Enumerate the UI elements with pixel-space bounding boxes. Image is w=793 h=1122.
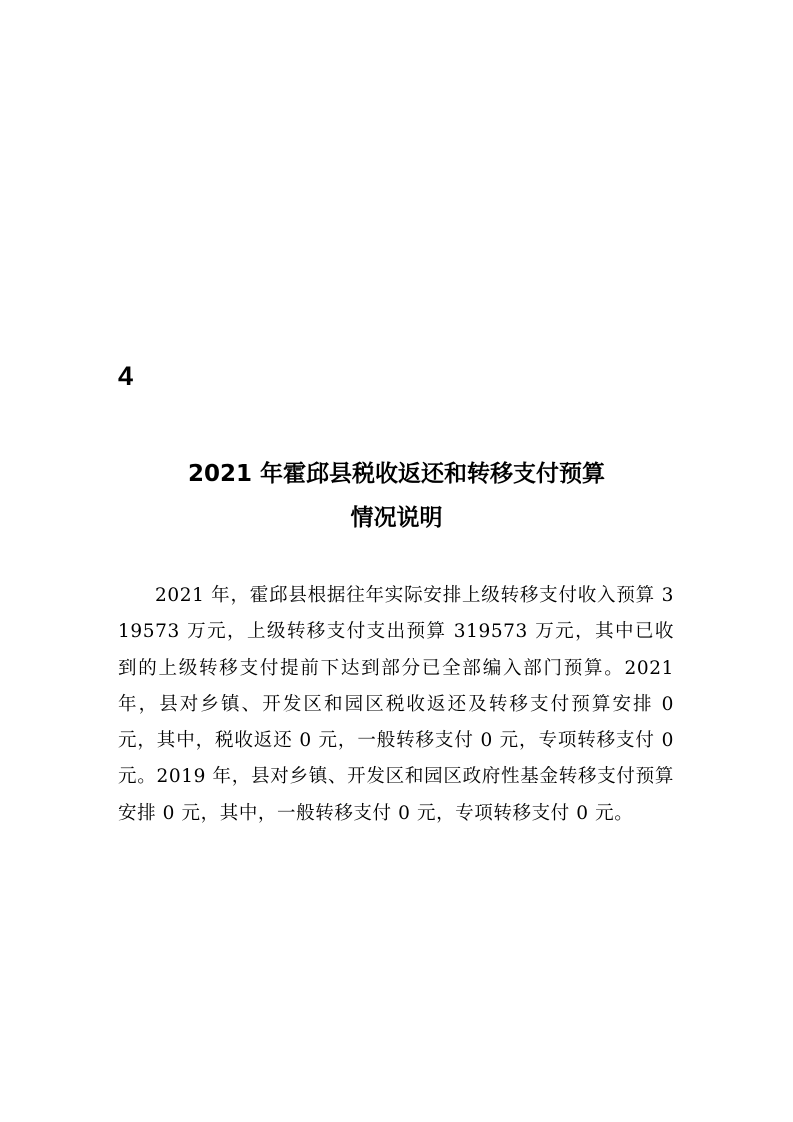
section-number: 4 [118,361,134,391]
document-title [100,452,693,540]
body-paragraph: 2021 年，霍邱县根据往年实际安排上级转移支付收入预算 319573 万元，上级转移支付支出预算 319573 万元，其中已收到的上级转移支付提前下达到部分已全部编入部门预算。2021 年，县对乡镇、开发区和园区税收返还及转移支付预算安排 0 元，其中，税收返还 0 元，一般转移支付 0 元，专项转移支付 0 元。2019 年，县对乡镇、开发区和园区政府性基金转移支付预算安排 0 元，其中，一般转移支付 0 元，专项转移支付 0 元。 [118,585,674,824]
title-line-2: 情况说明 [350,505,443,531]
title-line-1: 2021 年霍邱县税收返还和转移支付预算 [187,461,606,487]
